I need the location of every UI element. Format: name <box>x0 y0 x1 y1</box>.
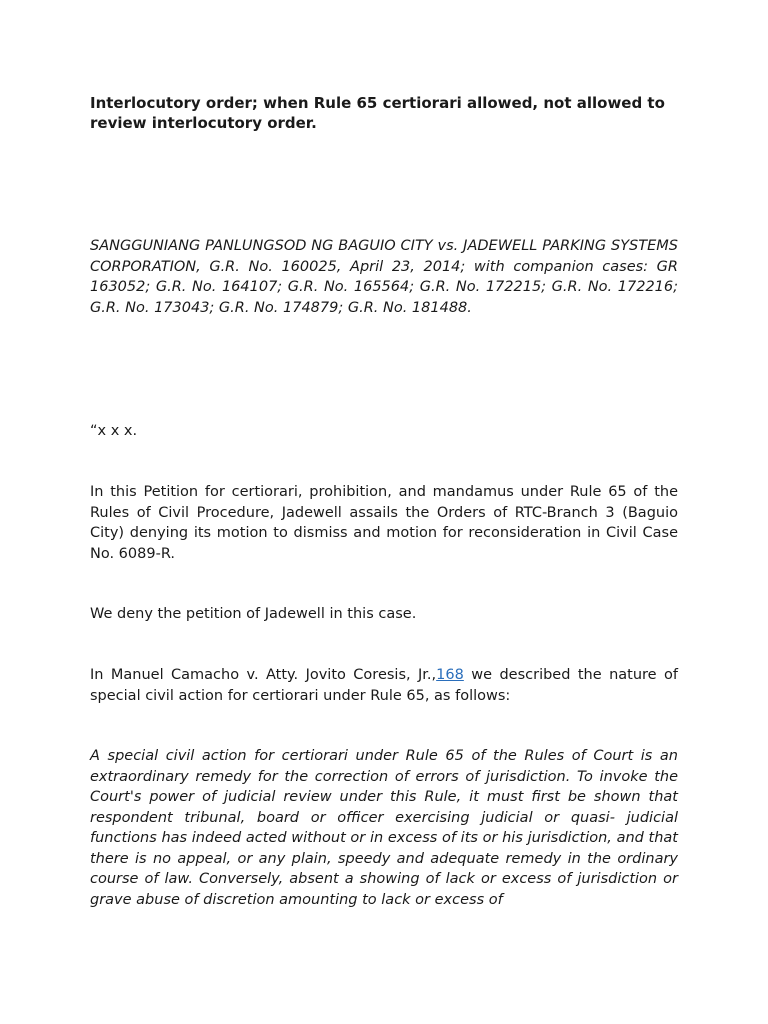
paragraph-camacho <box>90 665 678 706</box>
quoted-passage: A special civil action for certiorari under Rule 65 of the Rules of Court is an extraordinary remedy for the correction of errors of jurisdiction. To invoke the Court's power of judicial review under this Rule, it must first be shown that respondent tribunal, board or officer exercising judicial or quasi- judicial functions has indeed acted without or in excess of its or his jurisdiction, and that there is no appeal, or any plain, speedy and adequate remedy in the ordinary course of law. Conversely, absent a showing of lack or excess of jurisdiction or grave abuse of discretion amounting to lack or excess of <box>90 748 678 908</box>
paragraph-camacho-text-end: we described the nature of special civil action for certiorari under Rule 65, as follows: <box>90 667 678 704</box>
footnote-link-168[interactable]: 168 <box>436 667 464 683</box>
paragraph-petition: In this Petition for certiorari, prohibition, and mandamus under Rule 65 of the Rules of Civil Procedure, Jadewell assails the Orders of RTC-Branch 3 (Baguio City) denying its motion to dismiss and motion for reconsideration in Civil Case No. 6089-R. <box>90 484 678 562</box>
paragraph-deny: We deny the petition of Jadewell in this case. <box>90 606 417 622</box>
paragraph-camacho-text-start: In Manuel Camacho v. Atty. Jovito Coresis, Jr., <box>90 667 437 683</box>
quote-ellipsis: “x x x. <box>90 423 138 439</box>
document-title: Interlocutory order; when Rule 65 certiorari allowed, not allowed to review interlocutory order. <box>90 94 665 132</box>
case-caption: SANGGUNIANG PANLUNGSOD NG BAGUIO CITY vs. JADEWELL PARKING SYSTEMS CORPORATION, G.R. No. 160025, April 23, 2014; with companion cases: GR 163052; G.R. No. 164107; G.R. No. 165564; G.R. No. 172215; G.R. No. 172216; G.R. No. 173043; G.R. No. 174879; G.R. No. 181488. <box>90 238 678 316</box>
